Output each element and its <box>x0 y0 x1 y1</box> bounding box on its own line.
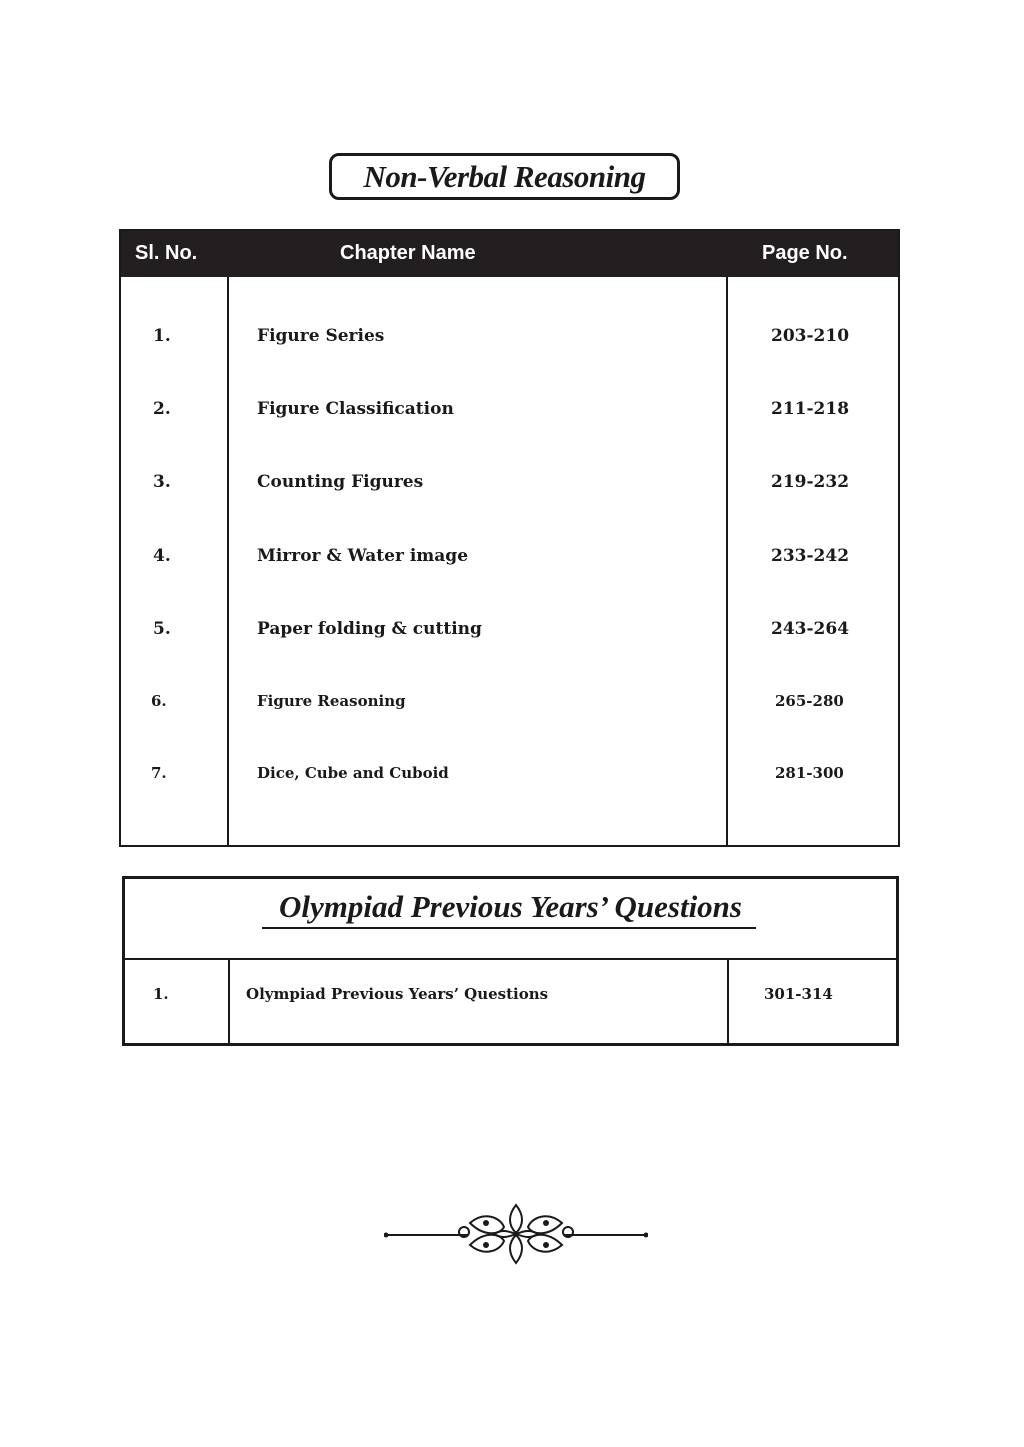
row-page-range: 301-314 <box>764 985 833 1003</box>
column-divider <box>726 277 728 845</box>
row-chapter-name: Mirror & Water image <box>257 546 469 566</box>
section-title-box <box>329 153 680 200</box>
row-sl-no: 4. <box>153 546 171 566</box>
row-page-range: 219-232 <box>771 472 850 492</box>
row-page-range: 281-300 <box>775 764 844 782</box>
row-sl-no: 1. <box>153 326 171 346</box>
row-chapter-name: Olympiad Previous Years’ Questions <box>246 985 549 1003</box>
decorative-divider-icon <box>384 1201 648 1278</box>
row-chapter-name: Figure Series <box>257 326 385 346</box>
section-title: Non-Verbal Reasoning <box>363 158 646 194</box>
row-sl-no: 6. <box>151 692 167 710</box>
row-sl-no: 7. <box>151 764 167 782</box>
row-chapter-name: Paper folding & cutting <box>257 619 482 639</box>
row-chapter-name: Figure Reasoning <box>257 692 406 710</box>
column-divider <box>227 277 229 845</box>
olympiad-table <box>122 876 899 1046</box>
olympiad-title-underline <box>262 927 756 929</box>
table-header <box>121 231 898 277</box>
row-page-range: 203-210 <box>771 326 850 346</box>
row-sl-no: 2. <box>153 399 171 419</box>
column-divider <box>727 960 729 1043</box>
header-sl-no: Sl. No. <box>135 242 198 264</box>
header-chapter-name: Chapter Name <box>340 242 476 264</box>
row-chapter-name: Figure Classification <box>257 399 454 419</box>
row-sl-no: 3. <box>153 472 171 492</box>
row-page-range: 265-280 <box>775 692 844 710</box>
row-sl-no: 5. <box>153 619 171 639</box>
column-divider <box>228 960 230 1043</box>
olympiad-title: Olympiad Previous Years’ Questions <box>278 889 742 924</box>
olympiad-divider <box>125 958 896 960</box>
row-page-range: 211-218 <box>771 399 850 419</box>
row-chapter-name: Dice, Cube and Cuboid <box>257 764 449 782</box>
row-sl-no: 1. <box>153 985 169 1003</box>
header-page-no: Page No. <box>762 242 848 264</box>
contents-table <box>119 229 900 847</box>
row-page-range: 243-264 <box>771 619 850 639</box>
row-page-range: 233-242 <box>771 546 850 566</box>
row-chapter-name: Counting Figures <box>257 472 424 492</box>
